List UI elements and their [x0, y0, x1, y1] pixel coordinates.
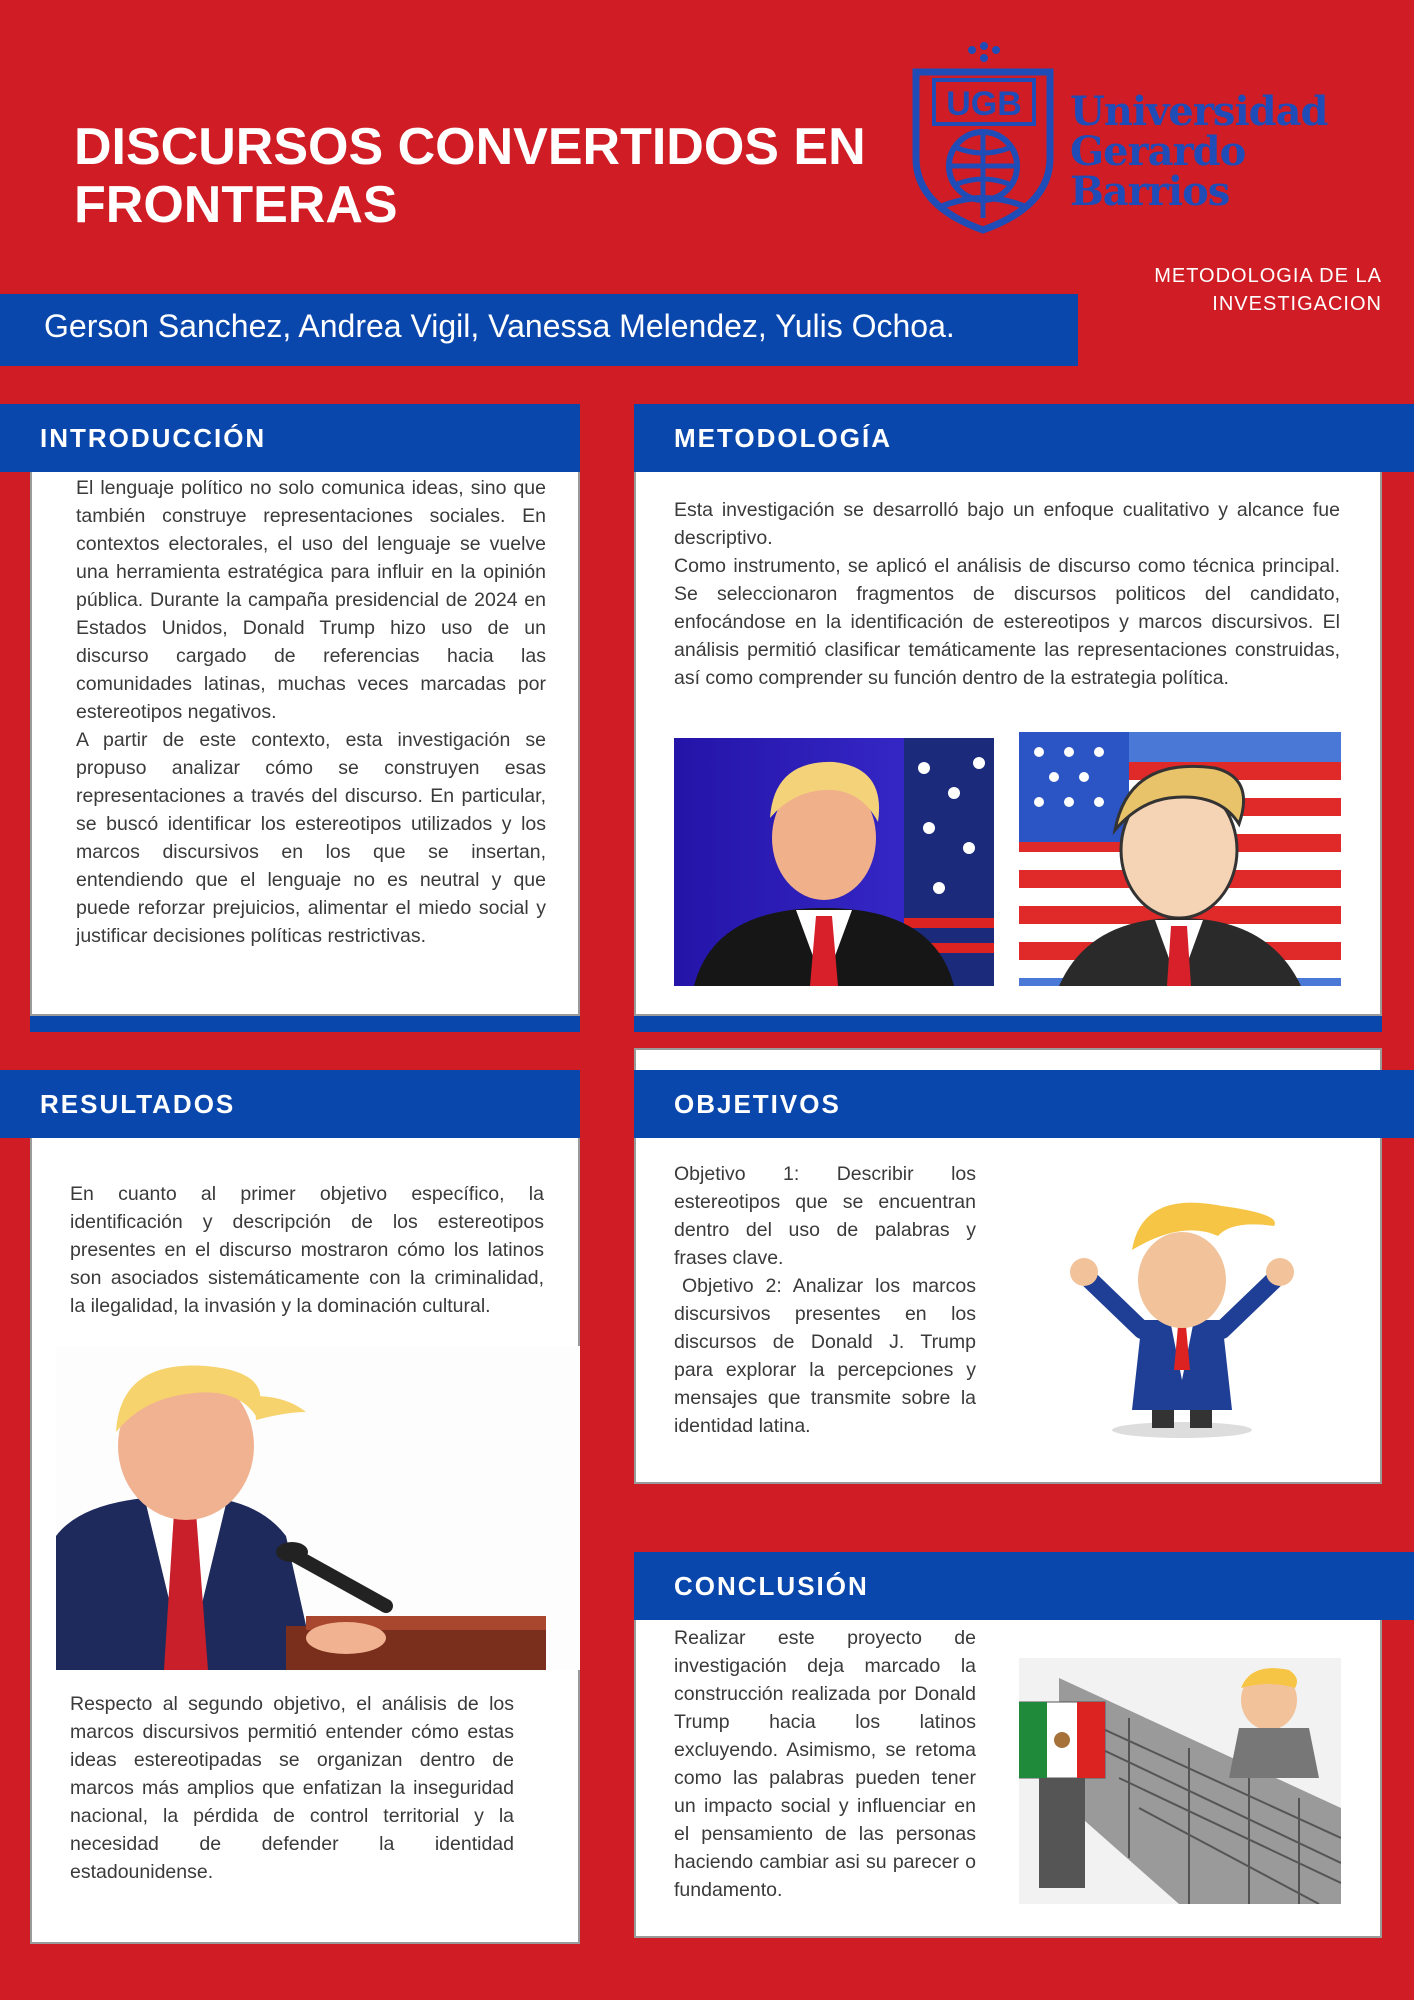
trump-photo-illustration — [674, 738, 994, 986]
university-name — [1070, 88, 1414, 215]
logo-badge-text: UGB — [946, 85, 1022, 123]
trump-podium-image — [56, 1346, 580, 1670]
trump-arms-illustration — [992, 1180, 1372, 1442]
intro-paragraph-2: A partir de este contexto, esta investigación se propuso analizar cómo se construyen esas representaciones a través del discurso. En particular, se buscó identificar los estereotipos utilizados y los marcos discursivos en los que se insertan, entendiendo que el lenguaje no es neutral y que puede reforzar prejuicios, alimentar el miedo social y justificar decisiones políticas restrictivas. — [76, 729, 546, 947]
method-paragraph-1: Esta investigación se desarrolló bajo un enfoque cualitativo y alcance fue descriptivo. — [674, 499, 1340, 549]
title-line-2: FRONTERAS — [74, 176, 398, 234]
results-header: RESULTADOS — [0, 1070, 580, 1138]
method-text — [674, 496, 1340, 692]
intro-header: INTRODUCCIÓN — [0, 404, 580, 472]
objectives-text — [674, 1160, 976, 1440]
method-footer-strip — [634, 1016, 1382, 1032]
university-name-line-1: Universidad — [1070, 88, 1328, 135]
intro-paragraph-1: El lenguaje político no solo comunica ideas, sino que también construye representaciones sociales. En contextos electorales, el uso del lenguaje se vuelve una herramienta estratégica para influir en la opinión pública. Durante la campaña presidencial de 2024 en Estados Unidos, Donald Trump hizo uso de un discurso cargado de referencias hacia las comunidades latinas, muchas veces marcadas por estereotipos negativos. — [76, 477, 546, 723]
course-line-2: INVESTIGACION — [1212, 293, 1382, 315]
authors: Gerson Sanchez, Andrea Vigil, Vanessa Melendez, Yulis Ochoa. — [44, 308, 955, 344]
results-paragraph-2: Respecto al segundo objetivo, el análisis de los marcos discursivos permitió entender cómo estas ideas estereotipadas se organizan dentro de marcos más amplios que enfatizan la inseguridad nacional, la pérdida de control territorial y la necesidad de defender la identidad estadounidense. — [70, 1693, 514, 1883]
trump-photo-image — [674, 738, 994, 986]
objectives-header: OBJETIVOS — [634, 1070, 1414, 1138]
trump-cartoon-image — [1019, 732, 1341, 986]
conclusion-header: CONCLUSIÓN — [634, 1552, 1414, 1620]
course-name — [1060, 262, 1382, 318]
university-logo — [910, 38, 1056, 234]
trump-podium-illustration — [56, 1346, 580, 1670]
objective-2: Objetivo 2: Analizar los marcos discursivos presentes en los discursos de Donald J. Trump para explorar la percepciones y mensajes que transmite sobre la identidad latina. — [674, 1275, 976, 1437]
method-paragraph-2: Como instrumento, se aplicó el análisis de discurso como técnica principal. Se seleccionaron fragmentos de discursos politicos del candidato, enfocándose en la identificación de estereotipos y marcos discursivos. El análisis permitió clasificar temáticamente las representaciones construidas, así como comprender su función dentro de la estrategia política. — [674, 555, 1340, 689]
poster-title — [74, 118, 934, 234]
results-paragraph-1: En cuanto al primer objetivo específico, la identificación y descripción de los estereotipos presentes en el discurso mostraron cómo los latinos son asociados sistemáticamente con la criminalidad, la ilegalidad, la invasión y la dominación cultural. — [70, 1183, 544, 1317]
intro-text — [76, 474, 546, 950]
trump-cartoon-illustration — [1019, 732, 1341, 986]
wall-cartoon-image — [1019, 1658, 1341, 1904]
university-name-line-2: Gerardo Barrios — [1070, 128, 1246, 215]
intro-footer-strip — [30, 1016, 580, 1032]
university-shield-icon — [910, 38, 1056, 234]
objective-1: Objetivo 1: Describir los estereotipos que se encuentran dentro del uso de palabras y frases clave. — [674, 1163, 976, 1269]
trump-cartoon-arms-image — [992, 1180, 1372, 1442]
wall-cartoon-illustration — [1019, 1658, 1341, 1904]
method-header: METODOLOGÍA — [634, 404, 1414, 472]
conclusion-text: Realizar este proyecto de investigación deja marcado la construcción realizada por Donald Trump hacia los latinos excluyendo. Asimismo, se retoma como las palabras pueden tener un impacto social y influenciar en el pensamiento de las personas haciendo cambiar asi su parecer o fundamento. — [674, 1627, 976, 1901]
course-line-1: METODOLOGIA DE LA — [1154, 265, 1382, 287]
title-line-1: DISCURSOS CONVERTIDOS EN — [74, 118, 866, 176]
